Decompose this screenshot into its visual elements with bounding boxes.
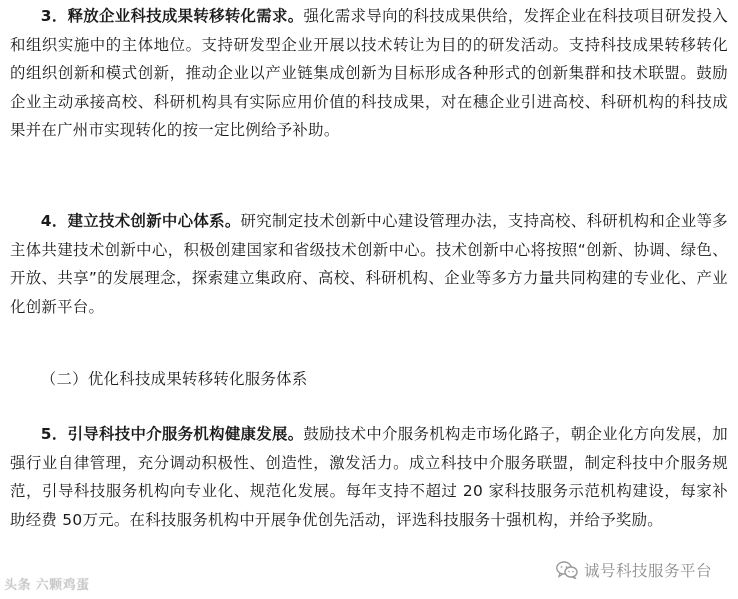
source-watermark-left: 头条 六颗鸡蛋 (4, 578, 90, 593)
paragraph-3-body: 强化需求导向的科技成果供给，发挥企业在科技项目研发投入和组织实施中的主体地位。支持研发型企业开展以技术转让为目的的研发活动。支持科技成果转移转化的组织创新和模式创新，推动企业以产业链集成创新为目标形成各种形式的创新集群和技术联盟。鼓励企业主动承接高校、科研机构具有实际应用价值的科技成果，对在穗企业引进高校、科研机构的科技成果并在广州市实现转化的按一定比例给予补助。 (10, 7, 728, 139)
section-heading: （二）优化科技成果转移转化服务体系 (40, 370, 308, 388)
paragraph-4-body: 研究制定技术创新中心建设管理办法，支持高校、科研机构和企业等多主体共建技术创新中心，积极创建国家和省级技术创新中心。技术创新中心将按照“创新、协调、绿色、开放、共享”的发展理念，探索建立集政府、高校、科研机构、企业等多方力量共同构建的专业化、产业化创新平台。 (10, 212, 728, 316)
paragraph-4 (10, 207, 728, 321)
watermark-account-name: 诚号科技服务平台 (583, 562, 712, 580)
paragraph-5 (10, 420, 728, 534)
paragraph-3-heading: 3．释放企业科技成果转移转化需求。 (40, 7, 304, 25)
paragraph-5-body: 鼓励技术中介服务机构走市场化路子，朝企业化方向发展，加强行业自律管理，充分调动积极性、创造性，激发活力。成立科技中介服务联盟，制定科技中介服务规范，引导科技服务机构向专业化、规范化发展。每年支持不超过 20 家科技服务示范机构建设，每家补助经费 50万元。在科技服务机构中开展争优创先活动，评选科技服务十强机构，并给予奖励。 (10, 425, 728, 529)
paragraph-3 (10, 2, 728, 145)
paragraph-5-heading: 5．引导科技中介服务机构健康发展。 (40, 425, 304, 443)
paragraph-4-heading: 4．建立技术创新中心体系。 (40, 212, 241, 230)
wechat-icon (556, 561, 578, 579)
source-watermark-right (552, 558, 716, 582)
